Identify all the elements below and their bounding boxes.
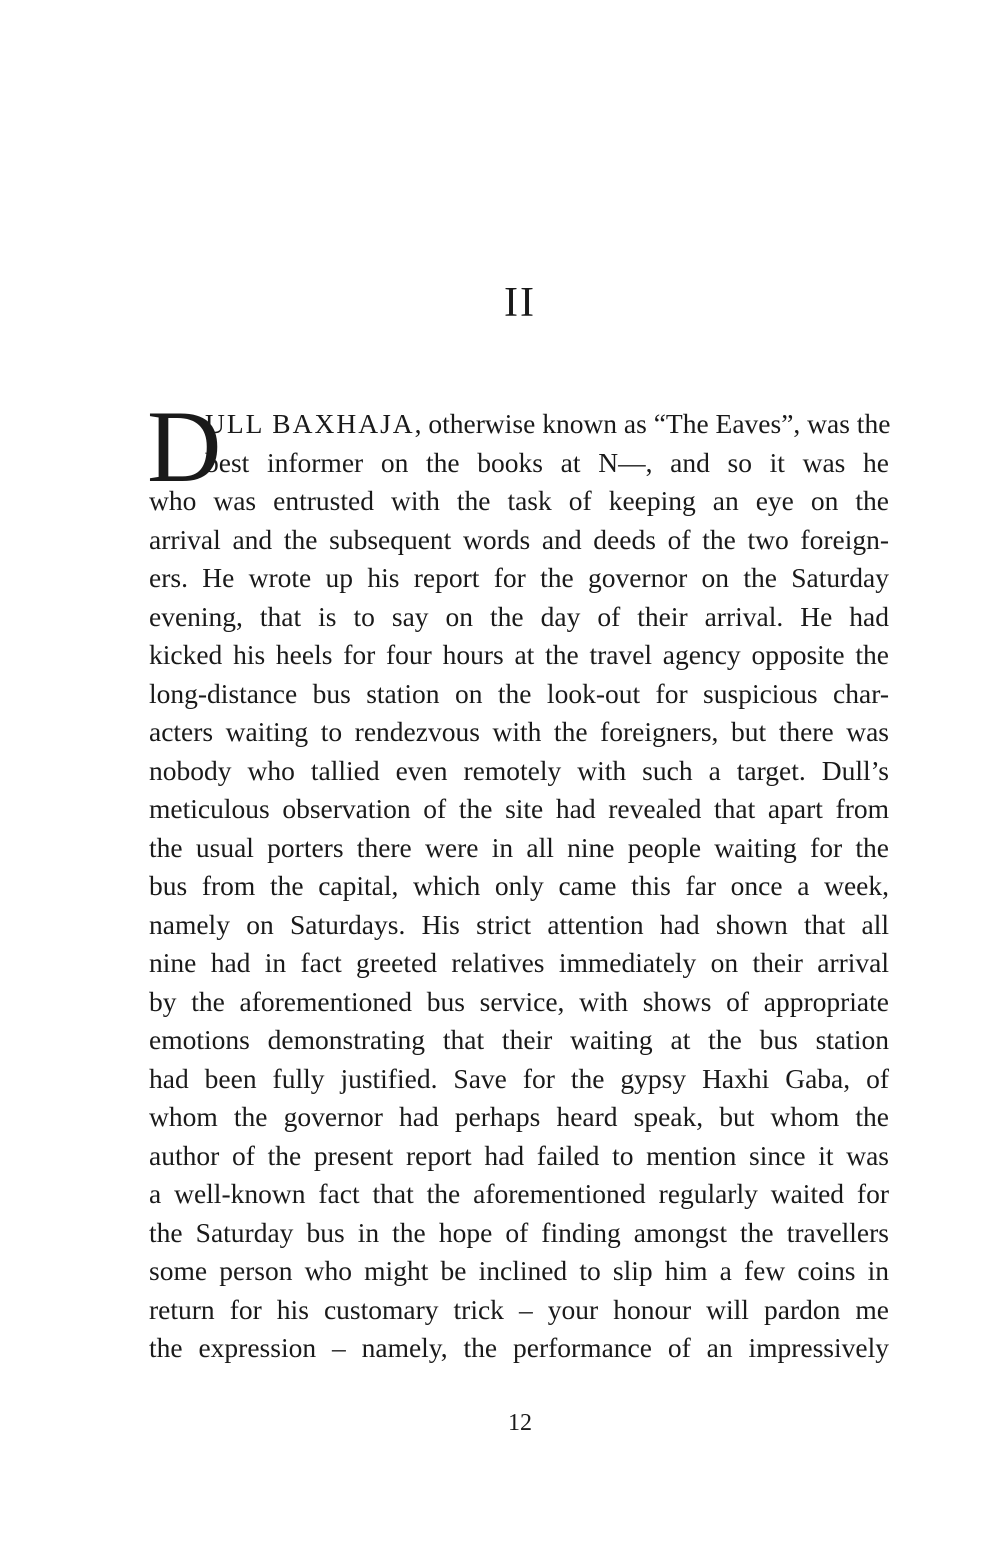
text-line: some person who might be inclined to slip him a few coins in	[149, 1255, 889, 1286]
text-line: whom the governor had perhaps heard speak, but whom the	[149, 1101, 889, 1132]
smallcaps-name: ULL BAXHAJA	[205, 408, 415, 439]
text-line: best informer on the books at N—, and so it was he	[205, 446, 889, 478]
text-line: kicked his heels for four hours at the travel agency opposite the	[149, 639, 889, 670]
first-line-rest: , otherwise known as “The Eaves”, was the	[414, 408, 891, 439]
chapter-number: II	[504, 280, 536, 326]
text-line: acters waiting to rendezvous with the foreigners, but there was	[149, 716, 889, 747]
text-line: author of the present report had failed to mention since it was	[149, 1139, 889, 1171]
text-line: nobody who tallied even remotely with such a target. Dull’s	[149, 754, 889, 786]
body-text	[147, 390, 891, 1368]
page-number: 12	[508, 1410, 532, 1436]
text-line: the expression – namely, the performance of an impressively	[149, 1332, 889, 1363]
text-line: long-distance bus station on the look-out for suspicious char-	[149, 677, 889, 709]
text-line: who was entrusted with the task of keeping an eye on the	[149, 485, 889, 516]
text-line: namely on Saturdays. His strict attention had shown that all	[149, 908, 889, 940]
text-line: the usual porters there were in all nine people waiting for the	[149, 831, 889, 863]
text-line: ers. He wrote up his report for the governor on the Saturday	[149, 562, 889, 593]
text-line: evening, that is to say on the day of their arrival. He had	[149, 600, 889, 632]
text-line: by the aforementioned bus service, with shows of appropriate	[149, 985, 889, 1017]
text-line: arrival and the subsequent words and deeds of the two foreign-	[149, 523, 889, 555]
text-line: meticulous observation of the site had revealed that apart from	[149, 793, 889, 824]
text-line: return for his customary trick – your honour will pardon me	[149, 1293, 889, 1325]
text-line: a well-known fact that the aforementioned regularly waited for	[149, 1178, 889, 1209]
text-line: bus from the capital, which only came this far once a week,	[149, 870, 889, 901]
text-line: nine had in fact greeted relatives immediately on their arrival	[149, 947, 889, 978]
text-line	[149, 405, 889, 444]
text-line: emotions demonstrating that their waiting at the bus station	[149, 1024, 889, 1055]
text-line: the Saturday bus in the hope of finding amongst the travellers	[149, 1216, 889, 1248]
drop-cap: D	[147, 390, 222, 504]
text-line: had been fully justified. Save for the gypsy Haxhi Gaba, of	[149, 1062, 889, 1094]
